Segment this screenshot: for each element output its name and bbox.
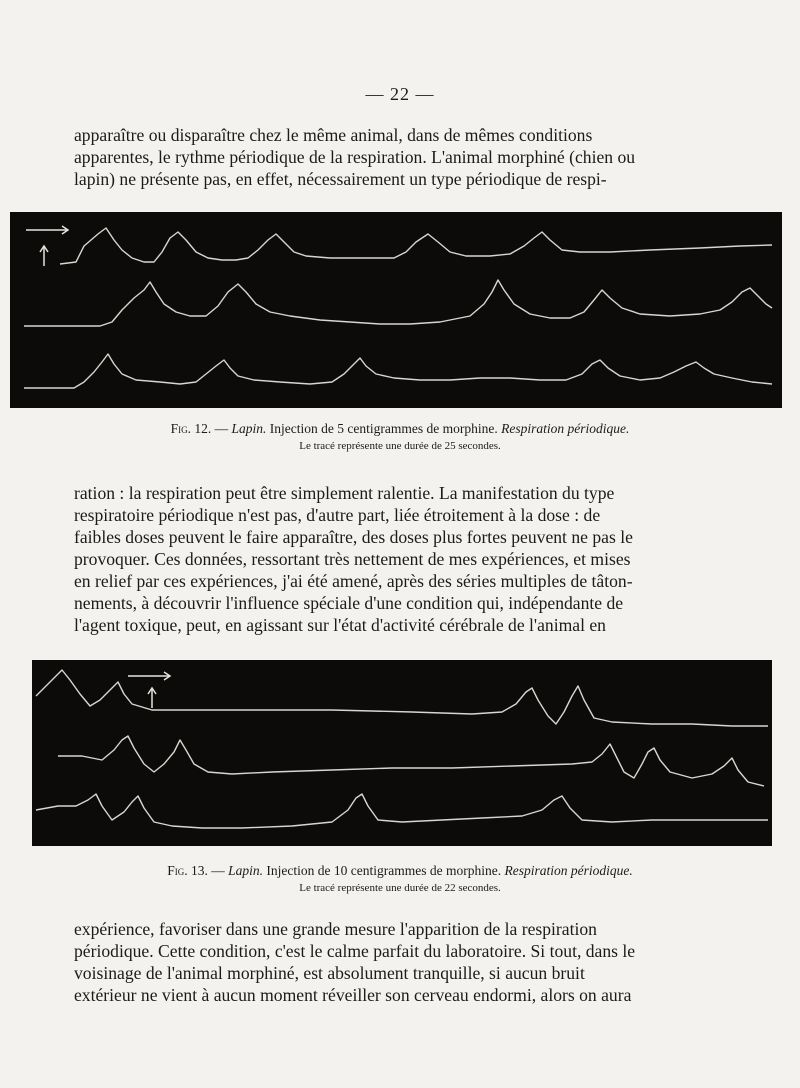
caption-line [0, 862, 800, 880]
figure-label: Fig. 13. [167, 863, 208, 878]
figure-12-caption [0, 420, 800, 454]
figure-label: Fig. 12. [170, 421, 212, 436]
caption-type: Respiration périodique. [504, 863, 633, 878]
trace-line-2 [24, 280, 772, 326]
text-line: en relief par ces expériences, j'ai été amené, après des séries multiples de tâton- [74, 571, 633, 591]
figure-13-caption [0, 862, 800, 896]
respiration-tracing-svg [32, 660, 772, 846]
paragraph-2 [74, 482, 714, 636]
figure-13-tracing [32, 660, 772, 846]
caption-duration: Le tracé représente une durée de 25 secondes. [299, 440, 501, 452]
caption-line [0, 420, 800, 438]
caption-species: Lapin. [231, 421, 267, 436]
arrow-up-icon [40, 246, 48, 266]
text-line: apparaître ou disparaître chez le même animal, dans de mêmes conditions [74, 125, 593, 145]
text-line: l'agent toxique, peut, en agissant sur l'état d'activité cérébrale de l'animal en [74, 615, 606, 635]
trace-line-2 [58, 736, 764, 786]
respiration-tracing-svg [10, 212, 782, 408]
trace-line-1 [60, 228, 772, 264]
text-line: provoquer. Ces données, ressortant très nettement de mes expériences, et mises [74, 549, 631, 569]
text-line: voisinage de l'animal morphiné, est absolument tranquille, si aucun bruit [74, 963, 585, 983]
text-line: faibles doses peuvent le faire apparaître, des doses plus fortes peuvent ne pas le [74, 527, 633, 547]
trace-line-3 [24, 354, 772, 388]
text-line: ration : la respiration peut être simplement ralentie. La manifestation du type [74, 483, 615, 503]
text-line: respiratoire périodique n'est pas, d'autre part, liée étroitement à la dose : de [74, 505, 601, 525]
text-line: expérience, favoriser dans une grande mesure l'apparition de la respiration [74, 919, 597, 939]
figure-12-tracing [10, 212, 782, 408]
trace-line-1 [36, 670, 768, 726]
text-line: nements, à découvrir l'influence spéciale d'une condition qui, indépendante de [74, 593, 624, 613]
text-line: extérieur ne vient à aucun moment réveiller son cerveau endormi, alors on aura [74, 985, 632, 1005]
caption-text: Injection de 5 centigrammes de morphine. [266, 421, 502, 436]
text-line: périodique. Cette condition, c'est le calme parfait du laboratoire. Si tout, dans le [74, 941, 636, 961]
paragraph-3 [74, 918, 714, 1006]
caption-duration: Le tracé représente une durée de 22 secondes. [299, 882, 501, 894]
caption-dash: — [211, 421, 232, 436]
arrow-right-icon [128, 672, 170, 680]
trace-line-3 [36, 794, 768, 828]
caption-text: Injection de 10 centigrammes de morphine. [263, 863, 505, 878]
caption-type: Respiration périodique. [501, 421, 630, 436]
paragraph-1 [74, 124, 714, 190]
caption-species: Lapin. [228, 863, 264, 878]
text-line: apparentes, le rythme périodique de la respiration. L'animal morphiné (chien ou [74, 147, 636, 167]
caption-dash: — [207, 863, 229, 878]
arrow-up-icon [148, 688, 156, 708]
text-line: lapin) ne présente pas, en effet, nécessairement un type périodique de respi- [74, 169, 607, 189]
arrow-right-icon [26, 226, 68, 234]
page-number: — 22 — [365, 84, 435, 104]
